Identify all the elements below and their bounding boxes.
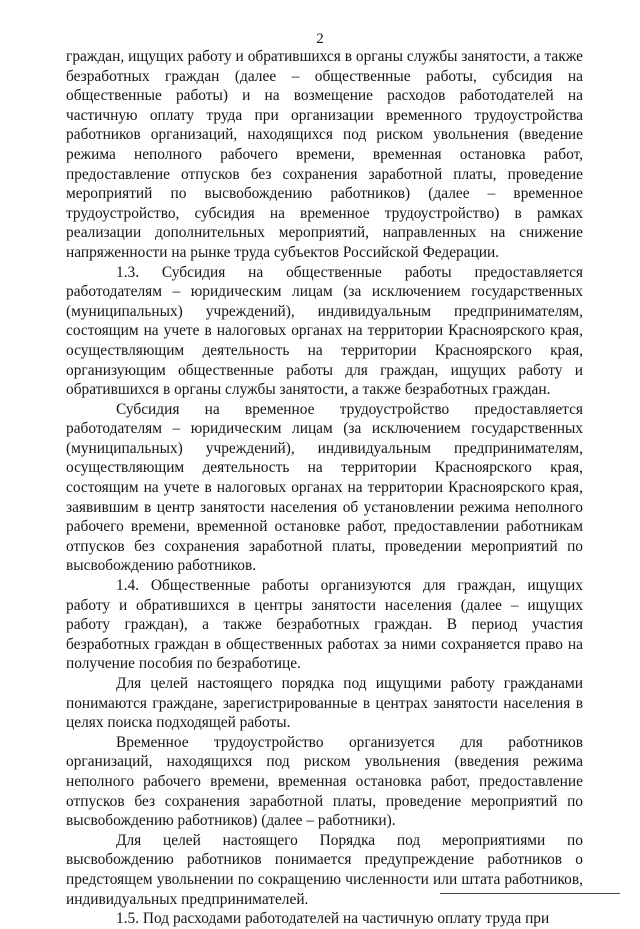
paragraph-1-3: 1.3. Субсидия на общественные работы предоставляется работодателям – юридическим лицам (за исключением государственных (муниципальных) учреждений), индивидуальным предпринимателям, состоящим на учете в налоговых органах на территории Красноярского края, осуществляющим деятельность на территории Красноярского края, организующим общественные работы для граждан, ищущих работу и обратившихся в органы службы занятости, а также безработных граждан. [66, 263, 583, 399]
body-text [66, 47, 583, 929]
footer-rule [440, 893, 620, 894]
page-number: 2 [316, 31, 324, 47]
paragraph-1-5: 1.5. Под расходами работодателей на частичную оплату труда при [116, 910, 550, 928]
paragraph-job-seekers-definition: Для целей настоящего порядка под ищущими работу гражданами понимаются граждане, зарегистрированные в центрах занятости населения в целях поиска подходящей работы. [66, 675, 583, 732]
paragraph-temporary-employment: Временное трудоустройство организуется для работников организаций, находящихся под риском увольнения (введения режима неполного рабочего времени, временная остановка работ, предоставление отпусков без сохранения заработной платы, проведение мероприятий по высвобождению работников) (далее – работники). [66, 733, 583, 830]
paragraph-continuation: граждан, ищущих работу и обратившихся в органы службы занятости, а также безработных граждан (далее – общественные работы, субсидия на общественные работы) и на возмещение расходов работодателей на частичную оплату труда при организации временного трудоустройства работников организаций, находящихся под риском увольнения (введение режима неполного рабочего времени, временная остановка работ, предоставление отпусков без сохранения заработной платы, проведение мероприятий по высвобождению работников) (далее – временное трудоустройство, субсидия на временное трудоустройство) в рамках реализации дополнительных мероприятий, направленных на снижение напряженности на рынке труда субъектов Российской Федерации. [66, 48, 583, 261]
paragraph-dismissal-measures-definition: Для целей настоящего Порядка под мероприятиями по высвобождению работников понимается предупреждение работников о предстоящем увольнении по сокращению численности или штата работников, индивидуальных предпринимателей. [66, 831, 583, 908]
paragraph-temporary-employment-subsidy: Субсидия на временное трудоустройство предоставляется работодателям – юридическим лицам (за исключением государственных (муниципальных) учреждений), индивидуальным предпринимателям, осуществляющим деятельность на территории Красноярского края, состоящим на учете в налоговых органах на территории Красноярского края, заявившим в центр занятости населения об установлении режима неполного рабочего времени, временной остановке работ, предоставлении работникам отпусков без сохранения заработной платы, проведении мероприятий по высвобождению работников. [66, 400, 583, 575]
paragraph-1-4: 1.4. Общественные работы организуются для граждан, ищущих работу и обратившихся в центры занятости населения (далее – ищущих работу граждан), а также безработных граждан. В период участия безработных граждан в общественных работах за ними сохраняется право на получение пособия по безработице. [66, 577, 583, 673]
